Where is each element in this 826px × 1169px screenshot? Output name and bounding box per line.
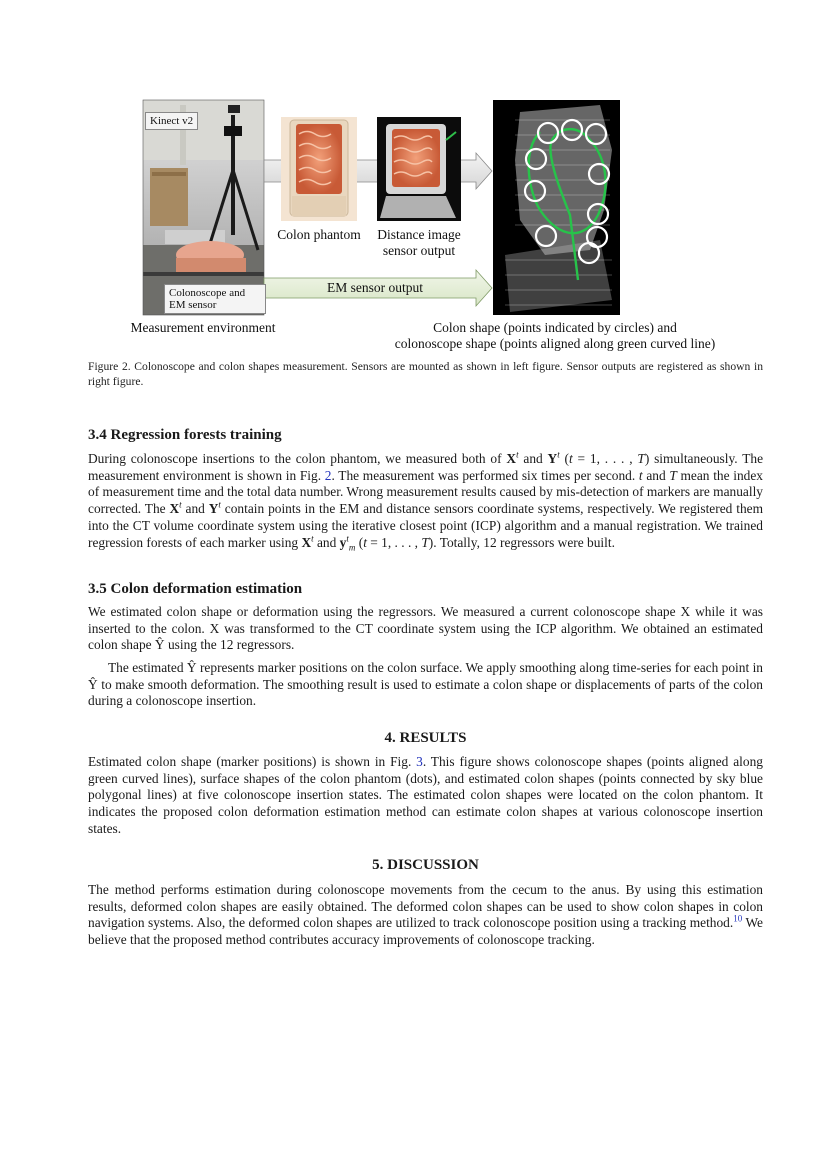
kinect-label: Kinect v2 (145, 112, 198, 130)
colonoscope-label-line1: Colonoscope and (169, 287, 246, 299)
section-5-paragraph: The method performs estimation during colonoscope movements from the cecum to the anus. By using this estimation results, deformed colon shapes are easily obtained. The deformed colon shapes can be used to show colon shapes in colon navigation systems. Also, the deformed colon shapes are utilized to track colonoscope position using a tracking method.$^{10}$ We believe that the proposed method contributes accuracy improvements of colonoscope tracking. (88, 882, 763, 948)
section-3-4-heading: 3.4 Regression forests training (88, 427, 282, 443)
em-sensor-output-label: EM sensor output (327, 280, 423, 295)
section-4-heading: 4. RESULTS (384, 730, 467, 746)
colon-phantom-photo (281, 117, 357, 221)
section-3-5-paragraph-2: The estimated Ŷ represents marker positions on the colon surface. We apply smoothing along time-series for each point in Ŷ to make smooth deformation. The smoothing result is used to estimate a colon shape or displacements of parts of the colon during a colonoscope insertion. (88, 660, 763, 709)
section-4-paragraph: Estimated colon shape (marker positions) is shown in Fig. 3. This figure shows colonoscope shapes (points aligned along green curved lines), surface shapes of the colon phantom (dots), and estimated colon shapes (points connected by sky blue polygonal lines) at five colonoscope insertion states. The estimated colon shapes were located on the colon phantom. It indicates the proposed colon deformation estimation method can estimate colon shapes at various colonoscope insertion states. (88, 754, 763, 836)
figure-caption: Figure 2. Colonoscope and colon shapes measurement. Sensors are mounted as shown in left figure. Sensor outputs are registered as shown in right figure. (88, 360, 763, 388)
section-3-5-paragraph-1: We estimated colon shape or deformation using the regressors. We measured a current colonoscope shape X while it was inserted to the colon. X was transformed to the CT coordinate system using the ICP algorithm. We obtained an estimated colon shape Ŷ using the 12 regressors. (88, 604, 763, 653)
distance-label-line1: Distance image (377, 227, 461, 242)
colon-phantom-label: Colon phantom (277, 227, 361, 242)
colonoscope-label-line2: EM sensor (169, 299, 217, 311)
section-3-4-paragraph: During colonoscope insertions to the colon phantom, we measured both of $X^t$ and $Y^t$ (t = 1, . . . , T) simultaneously. The measurement environment is shown in Fig. 2. The measurement was performed six times per second. t and T mean the index of measurement time and the total data number. Wrong measurement results caused by mis-detection of markers are manually corrected. The $X^t$ and $Y^t$ contain points in the EM and distance sensors coordinate systems, respectively. We registered them into the CT volume coordinate system using the iterative closest point (ICP) algorithm and a manual registration. We trained regression forests of each marker using $X^t$ and $y^t_m$ (t = 1, . . . , T). Totally, 12 regressors were built. (88, 449, 764, 553)
figure-2 (0, 0, 826, 360)
figure-graphics (0, 0, 826, 360)
distance-label-line2: sensor output (382, 243, 456, 258)
section-5-heading: 5. DISCUSSION (372, 857, 479, 873)
distance-image-label (370, 227, 468, 259)
colon-shape-label-line2: colonoscope shape (points aligned along green curved line) (394, 336, 716, 351)
section-3-5-heading: 3.5 Colon deformation estimation (88, 581, 303, 597)
measurement-environment-photo (143, 100, 264, 315)
colon-shape-label (380, 320, 730, 352)
colon-shape-label-line1: Colon shape (points indicated by circles) and (433, 320, 677, 335)
distance-image-photo (377, 117, 461, 221)
colonoscope-em-label (164, 284, 266, 314)
colon-shape-render (493, 100, 620, 315)
measurement-environment-label: Measurement environment (130, 320, 276, 335)
